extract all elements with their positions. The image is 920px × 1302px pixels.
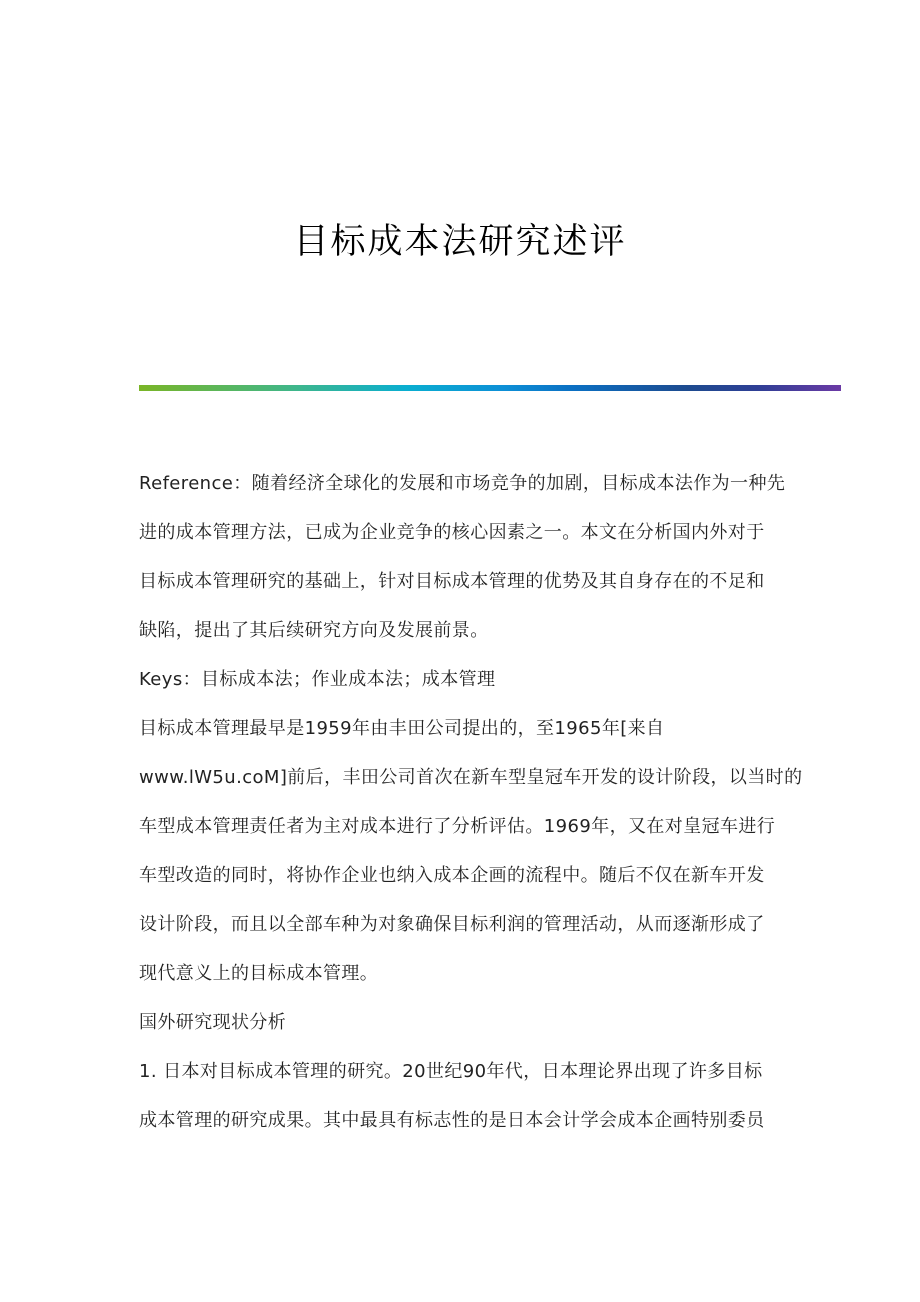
body-line-7: 1. 日本对目标成本管理的研究。20世纪90年代，日本理论界出现了许多目标: [139, 1061, 763, 1082]
gradient-divider: [139, 385, 841, 391]
abstract-line-2: 进的成本管理方法，已成为企业竞争的核心因素之一。本文在分析国内外对于: [139, 522, 765, 543]
document-body: [139, 468, 803, 1154]
abstract-line-4: 缺陷，提出了其后续研究方向及发展前景。: [139, 620, 489, 641]
body-line-5: 设计阶段，而且以全部车种为对象确保目标利润的管理活动，从而逐渐形成了: [139, 914, 765, 935]
body-line-3: 车型成本管理责任者为主对成本进行了分析评估。1969年，又在对皇冠车进行: [139, 816, 776, 837]
body-line-4: 车型改造的同时，将协作企业也纳入成本企画的流程中。随后不仅在新车开发: [139, 865, 765, 886]
abstract-line-3: 目标成本管理研究的基础上，针对目标成本管理的优势及其自身存在的不足和: [139, 571, 765, 592]
document-title: 目标成本法研究述评: [293, 222, 627, 262]
section-heading: 国外研究现状分析: [139, 1012, 287, 1033]
keywords-line: Keys：目标成本法；作业成本法；成本管理: [139, 669, 496, 690]
body-line-1: 目标成本管理最早是1959年由丰田公司提出的，至1965年[来自: [139, 718, 665, 739]
body-line-8: 成本管理的研究成果。其中最具有标志性的是日本会计学会成本企画特别委员: [139, 1110, 765, 1131]
body-line-2: www.lW5u.coM]前后，丰田公司首次在新车型皇冠车开发的设计阶段，以当时的: [139, 767, 803, 788]
abstract-line-1: Reference：随着经济全球化的发展和市场竞争的加剧，目标成本法作为一种先: [139, 473, 786, 494]
body-line-6: 现代意义上的目标成本管理。: [139, 963, 379, 984]
